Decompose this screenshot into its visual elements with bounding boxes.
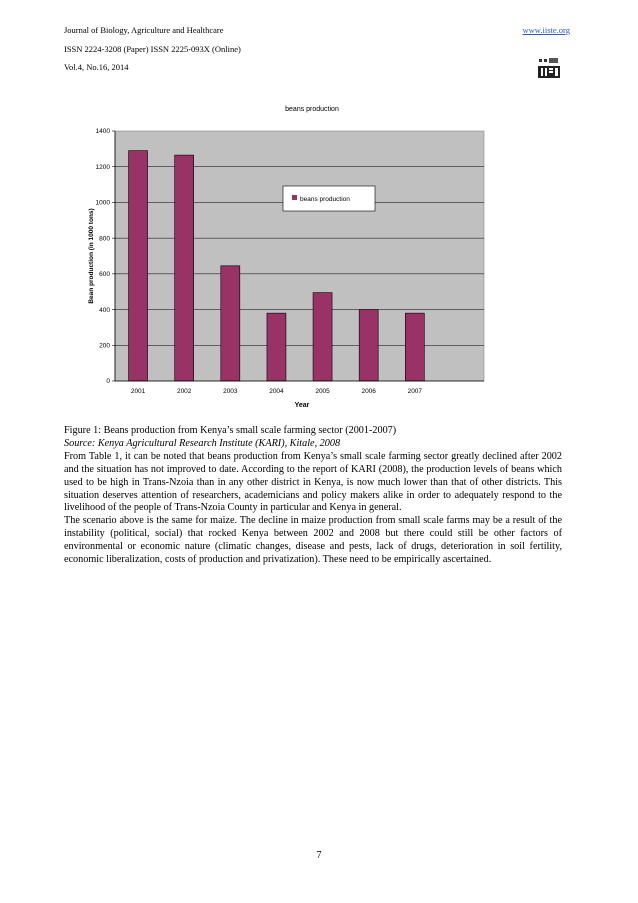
body-paragraph-2: The scenario above is the same for maize. The decline in maize production from small scale farms may be a result of the instability (political, social) that rocked Kenya between 2002 and 2008 but there could still be other factors of environmental or economic nature (climatic changes, disease and pests, lack of drugs, deterioration in soil fertility, economic liberalization, costs of production and privatization). These need to be empirically ascertained. xyxy=(64,515,562,566)
x-tick-label: 2001 xyxy=(130,388,146,395)
journal-title: Journal of Biology, Agriculture and Healthcare xyxy=(64,25,224,35)
bar-2004 xyxy=(267,313,286,381)
x-tick-label: 2006 xyxy=(361,388,376,395)
journal-volume: Vol.4, No.16, 2014 xyxy=(64,62,129,72)
bar-2003 xyxy=(221,266,240,381)
y-tick-label: 1000 xyxy=(95,199,110,207)
bar-2007 xyxy=(405,313,424,381)
x-axis-title: Year xyxy=(294,402,310,409)
y-tick-label: 1400 xyxy=(95,128,110,136)
figure-caption: Figure 1: Beans production from Kenya’s small scale farming sector (2001-2007) xyxy=(64,425,397,436)
y-axis-title: Bean production (in 1000 tons) xyxy=(88,208,95,304)
page-number: 7 xyxy=(316,850,322,861)
x-tick-label: 2003 xyxy=(223,388,238,395)
chart-title: beans production xyxy=(285,106,339,113)
x-tick-label: 2007 xyxy=(407,388,423,395)
journal-issn: ISSN 2224-3208 (Paper) ISSN 2225-093X (Online) xyxy=(64,44,241,54)
plot-area xyxy=(115,131,484,381)
y-tick-label: 800 xyxy=(99,235,110,243)
body-paragraph-1: From Table 1, it can be noted that beans production from Kenya’s small scale farming sector greatly declined after 2002 and the situation has not improved to date. According to the report of KARI (2008), the production levels of beans which used to be high in Trans-Nzoia than in any other district in Kenya, is now much lower than that of other districts. This situation deserves attention of researchers, academicians and policy makers alike in order to adequately respond to the livelihood of the people of Trans-Nzoia County in particular and Kenya in general. xyxy=(64,450,562,514)
beans-production-chart xyxy=(0,0,638,420)
journal-url-link[interactable]: www.iiste.org xyxy=(522,25,570,35)
x-tick-label: 2002 xyxy=(176,388,192,395)
bar-2002 xyxy=(175,155,194,381)
bar-2006 xyxy=(359,310,378,381)
y-tick-label: 400 xyxy=(99,306,110,314)
figure-source: Source: Kenya Agricultural Research Institute (KARI), Kitale, 2008 xyxy=(64,437,341,449)
y-tick-label: 600 xyxy=(99,271,110,279)
y-tick-label: 200 xyxy=(99,342,110,350)
legend-label: beans production xyxy=(300,196,350,203)
y-tick-label: 1200 xyxy=(95,163,110,171)
legend-swatch xyxy=(292,195,297,200)
y-tick-label: 0 xyxy=(106,378,110,386)
x-tick-label: 2005 xyxy=(315,388,330,395)
bar-2001 xyxy=(129,151,148,381)
x-tick-label: 2004 xyxy=(269,388,284,395)
legend xyxy=(283,186,375,211)
bar-2005 xyxy=(313,293,332,381)
